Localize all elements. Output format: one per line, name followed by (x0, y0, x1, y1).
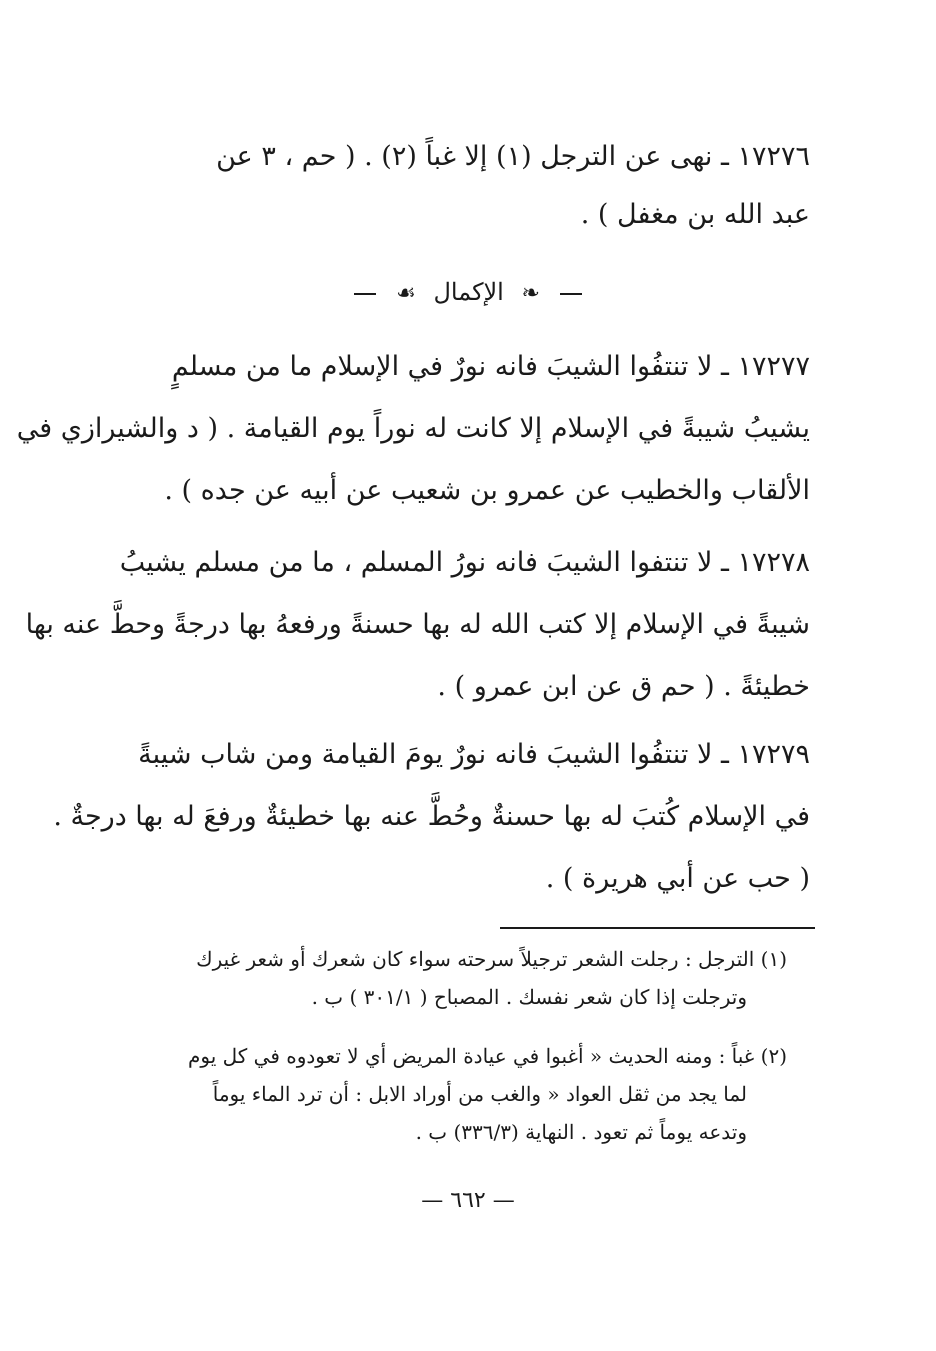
ornament-right-icon: ☙ (396, 280, 416, 306)
footnote-1 (105, 948, 787, 1024)
hadith-line: الألقاب والخطيب عن عمرو بن شعيب عن أبيه عن جده ) . (164, 475, 810, 506)
hadith-line: خطيئةً . ( حم ق عن ابن عمرو ) . (437, 671, 810, 702)
hadith-line: ١٧٢٧٩ ـ لا تنتفُوا الشيبَ فانه نورٌ يومَ القيامة ومن شاب شيبةً (138, 739, 810, 770)
hadith-17279 (53, 739, 810, 894)
hadith-line: ١٧٢٧٧ ـ لا تنتفُوا الشيبَ فانه نورٌ في الإسلام ما من مسلمٍ (171, 351, 810, 382)
section-title: الإكمال (433, 278, 504, 306)
hadith-line: ١٧٢٧٦ ـ نهى عن الترجل (١) إلا غباً (٢) . ( حم ، ٣ عن (216, 141, 810, 172)
footnote-line: (١) الترجل : رجلت الشعر ترجيلاً سرحته سواء كان شعرك أو شعر غيرك (196, 947, 787, 971)
page-number: — ٦٦٢ — (421, 1188, 515, 1213)
hadith-line: عبد الله بن مغفل ) . (580, 199, 810, 230)
hadith-line: ١٧٢٧٨ ـ لا تنتفوا الشيبَ فانه نورُ المسلم ، ما من مسلم يشيبُ (119, 547, 810, 578)
hadith-17278 (25, 547, 810, 702)
hadith-17276 (105, 142, 810, 230)
hadith-line: شيبةً في الإسلام إلا كتب الله له بها حسنةً ورفعهُ بها درجةً وحطَّ عنه بها (25, 609, 810, 640)
hadith-line: في الإسلام كُتبَ له بها حسنةٌ وحُطَّ عنه بها خطيئةٌ ورفعَ له بها درجةٌ . (53, 801, 810, 832)
footnote-divider (500, 927, 815, 929)
footnote-line: وتدعه يوماً ثم تعود . النهاية (٣٣٦/٣) ب . (415, 1120, 747, 1144)
footnote-line: لما يجد من ثقل العواد « والغب من أوراد الابل : أن ترد الماء يوماً (212, 1082, 747, 1106)
footnote-line: وترجلت إذا كان شعر نفسك . المصباح ( ٣٠١/١ ) ب . (311, 985, 747, 1009)
heading-dash-left (560, 293, 582, 295)
footnote-2 (105, 1045, 787, 1159)
heading-dash-right (354, 293, 376, 295)
hadith-17277 (16, 351, 810, 506)
ornament-left-icon: ❧ (521, 280, 540, 306)
hadith-line: يشيبُ شيبةً في الإسلام إلا كانت له نوراً يوم القيامة . ( د والشيرازي في (16, 413, 810, 444)
section-heading (0, 277, 936, 309)
footnote-line: (٢) غباً : ومنه الحديث « أغبوا في عيادة المريض أي لا تعودوه في كل يوم (187, 1044, 787, 1068)
hadith-line: ( حب عن أبي هريرة ) . (545, 863, 810, 894)
